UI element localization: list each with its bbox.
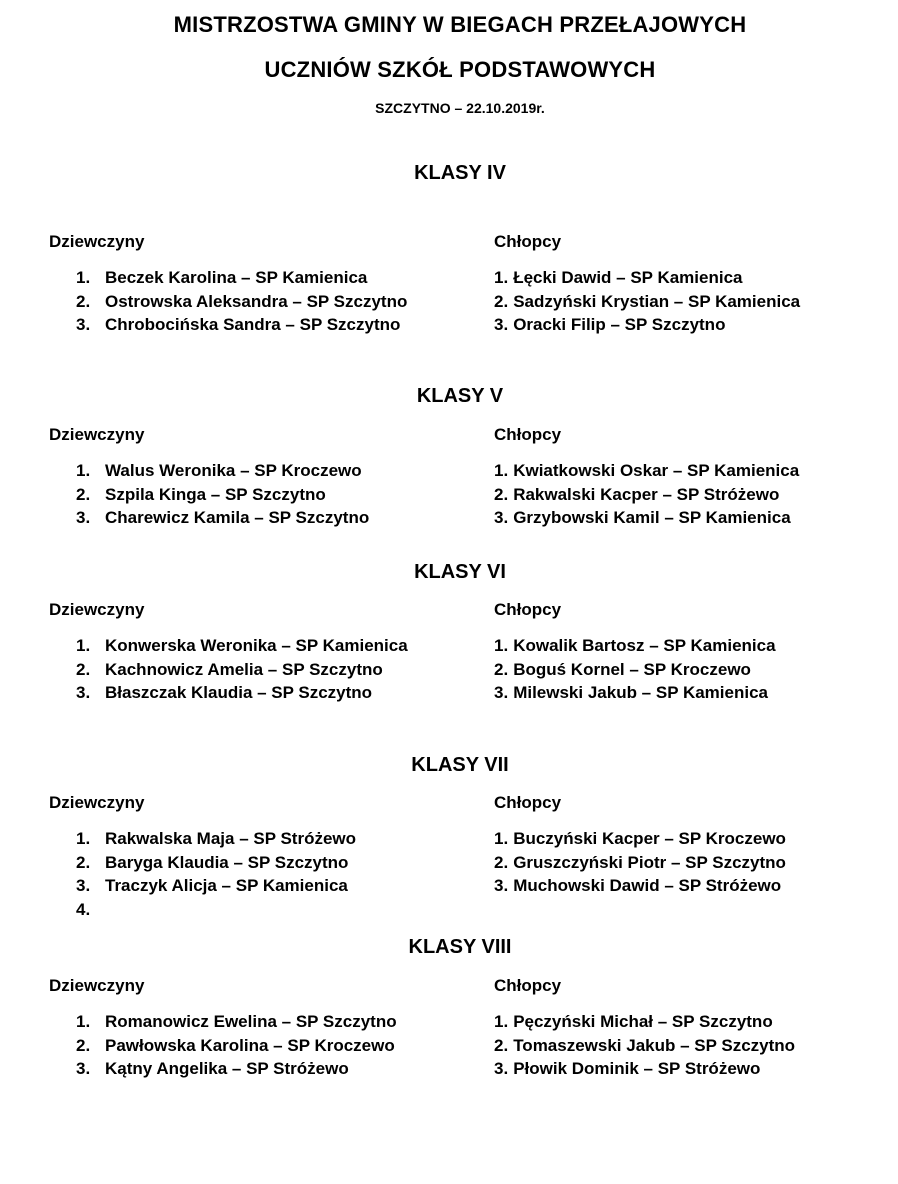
competitor-entry: Beczek Karolina – SP Kamienica (105, 268, 368, 287)
place-number: 1. (494, 636, 509, 655)
result-list-item (76, 290, 407, 314)
section-heading: KLASY VII (411, 754, 509, 776)
place-number: 3. (494, 508, 509, 527)
girls-results-list (76, 459, 369, 530)
competitor-entry: Konwerska Weronika – SP Kamienica (105, 636, 408, 655)
competitor-entry: Pęczyński Michał – SP Szczytno (513, 1012, 773, 1031)
place-number: 1. (76, 1012, 91, 1031)
competitor-entry: Tomaszewski Jakub – SP Szczytno (513, 1035, 796, 1055)
result-list-item (76, 874, 356, 898)
competitor-entry: Grzybowski Kamil – SP Kamienica (513, 508, 791, 527)
result-list-item (76, 1034, 397, 1058)
result-list-item (494, 851, 786, 875)
result-list-item (76, 681, 408, 705)
result-list-item (76, 459, 369, 483)
place-number: 2. (494, 291, 509, 311)
place-number: 1. (76, 461, 91, 480)
competitor-entry: Sadzyński Krystian – SP Kamienica (513, 291, 801, 311)
place-number: 1. (76, 829, 91, 848)
competitor-entry: Milewski Jakub – SP Kamienica (513, 683, 768, 702)
result-list-item (76, 313, 407, 337)
competitor-entry: Rakwalska Maja – SP Stróżewo (105, 829, 357, 848)
competitor-entry: Muchowski Dawid – SP Stróżewo (513, 876, 782, 895)
result-list-item (76, 898, 356, 922)
girls-column-label: Dziewczyny (49, 793, 145, 812)
place-number: 3. (494, 876, 509, 895)
result-list-item (76, 1057, 397, 1081)
girls-results-list (76, 827, 356, 921)
section-heading: KLASY VIII (408, 936, 512, 958)
result-list-item (76, 266, 407, 290)
place-number: 4. (76, 899, 91, 919)
result-list-item (76, 506, 369, 530)
result-list-item (76, 827, 356, 851)
competitor-entry: Romanowicz Ewelina – SP Szczytno (105, 1012, 397, 1031)
place-number: 1. (76, 636, 91, 655)
competitor-entry: Baryga Klaudia – SP Szczytno (105, 852, 349, 872)
competitor-entry: Płowik Dominik – SP Stróżewo (513, 1059, 761, 1078)
section-heading: KLASY V (416, 385, 504, 407)
girls-column-label: Dziewczyny (49, 976, 145, 995)
boys-results-list (494, 266, 800, 337)
place-number: 2. (494, 852, 509, 872)
place-number: 2. (494, 484, 509, 504)
competitor-entry: Traczyk Alicja – SP Kamienica (105, 876, 348, 895)
place-number: 3. (76, 508, 91, 527)
competitor-entry: Gruszczyński Piotr – SP Szczytno (513, 852, 786, 872)
boys-column-label: Chłopcy (494, 600, 562, 619)
girls-column-label: Dziewczyny (49, 425, 145, 444)
boys-column-label: Chłopcy (494, 425, 562, 444)
place-number: 3. (76, 683, 91, 702)
result-list-item (494, 459, 799, 483)
section-heading: KLASY VI (414, 561, 506, 583)
competitor-entry: Chrobocińska Sandra – SP Szczytno (105, 315, 401, 334)
result-list-item (494, 874, 786, 898)
boys-results-list (494, 827, 786, 898)
girls-results-list (76, 266, 407, 337)
boys-column-label: Chłopcy (494, 976, 562, 995)
competitor-entry: Pawłowska Karolina – SP Kroczewo (105, 1035, 395, 1055)
boys-results-list (494, 1010, 795, 1081)
result-list-item (76, 634, 408, 658)
result-list-item (494, 506, 799, 530)
document-title-line2: UCZNIÓW SZKÓŁ PODSTAWOWYCH (264, 57, 656, 82)
place-number: 2. (76, 484, 91, 504)
result-list-item (76, 483, 369, 507)
document-subtitle: SZCZYTNO – 22.10.2019r. (375, 100, 545, 116)
place-number: 1. (494, 829, 509, 848)
competitor-entry: Kwiatkowski Oskar – SP Kamienica (513, 461, 800, 480)
competitor-entry: Boguś Kornel – SP Kroczewo (513, 659, 751, 679)
result-list-item (494, 483, 799, 507)
section-heading: KLASY IV (414, 162, 506, 184)
result-list-item (494, 290, 800, 314)
document-title-line1: MISTRZOSTWA GMINY W BIEGACH PRZEŁAJOWYCH (173, 12, 747, 37)
girls-column-label: Dziewczyny (49, 232, 145, 251)
result-list-item (494, 313, 800, 337)
girls-results-list (76, 634, 408, 705)
place-number: 2. (76, 291, 91, 311)
competitor-entry: Buczyński Kacper – SP Kroczewo (513, 829, 786, 848)
place-number: 3. (494, 683, 509, 702)
place-number: 1. (494, 461, 509, 480)
place-number: 3. (76, 876, 91, 895)
result-list-item (76, 851, 356, 875)
competitor-entry: Kątny Angelika – SP Stróżewo (105, 1059, 349, 1078)
competitor-entry: Łęcki Dawid – SP Kamienica (513, 268, 743, 287)
place-number: 1. (494, 1012, 509, 1031)
place-number: 1. (76, 268, 91, 287)
place-number: 3. (76, 1059, 91, 1078)
competitor-entry: Oracki Filip – SP Szczytno (513, 315, 726, 334)
competitor-entry: Szpila Kinga – SP Szczytno (105, 484, 326, 504)
girls-results-list (76, 1010, 397, 1081)
place-number: 2. (494, 1035, 509, 1055)
result-list-item (494, 1057, 795, 1081)
result-list-item (494, 827, 786, 851)
competitor-entry: Kachnowicz Amelia – SP Szczytno (105, 659, 383, 679)
competitor-entry: Ostrowska Aleksandra – SP Szczytno (105, 291, 408, 311)
place-number: 3. (494, 1059, 509, 1078)
competitor-entry: Walus Weronika – SP Kroczewo (105, 461, 362, 480)
boys-results-list (494, 459, 799, 530)
place-number: 1. (494, 268, 509, 287)
result-list-item (494, 1034, 795, 1058)
boys-results-list (494, 634, 776, 705)
result-list-item (494, 1010, 795, 1034)
result-list-item (494, 658, 776, 682)
place-number: 2. (494, 659, 509, 679)
result-list-item (494, 266, 800, 290)
result-list-item (76, 658, 408, 682)
place-number: 3. (76, 315, 91, 334)
competitor-entry: Błaszczak Klaudia – SP Szczytno (105, 683, 373, 702)
boys-column-label: Chłopcy (494, 793, 562, 812)
competitor-entry: Charewicz Kamila – SP Szczytno (105, 508, 370, 527)
competitor-entry: Kowalik Bartosz – SP Kamienica (513, 636, 776, 655)
girls-column-label: Dziewczyny (49, 600, 145, 619)
place-number: 2. (76, 852, 91, 872)
result-list-item (76, 1010, 397, 1034)
place-number: 2. (76, 1035, 91, 1055)
result-list-item (494, 681, 776, 705)
place-number: 3. (494, 315, 509, 334)
boys-column-label: Chłopcy (494, 232, 562, 251)
place-number: 2. (76, 659, 91, 679)
competitor-entry: Rakwalski Kacper – SP Stróżewo (513, 484, 780, 504)
result-list-item (494, 634, 776, 658)
